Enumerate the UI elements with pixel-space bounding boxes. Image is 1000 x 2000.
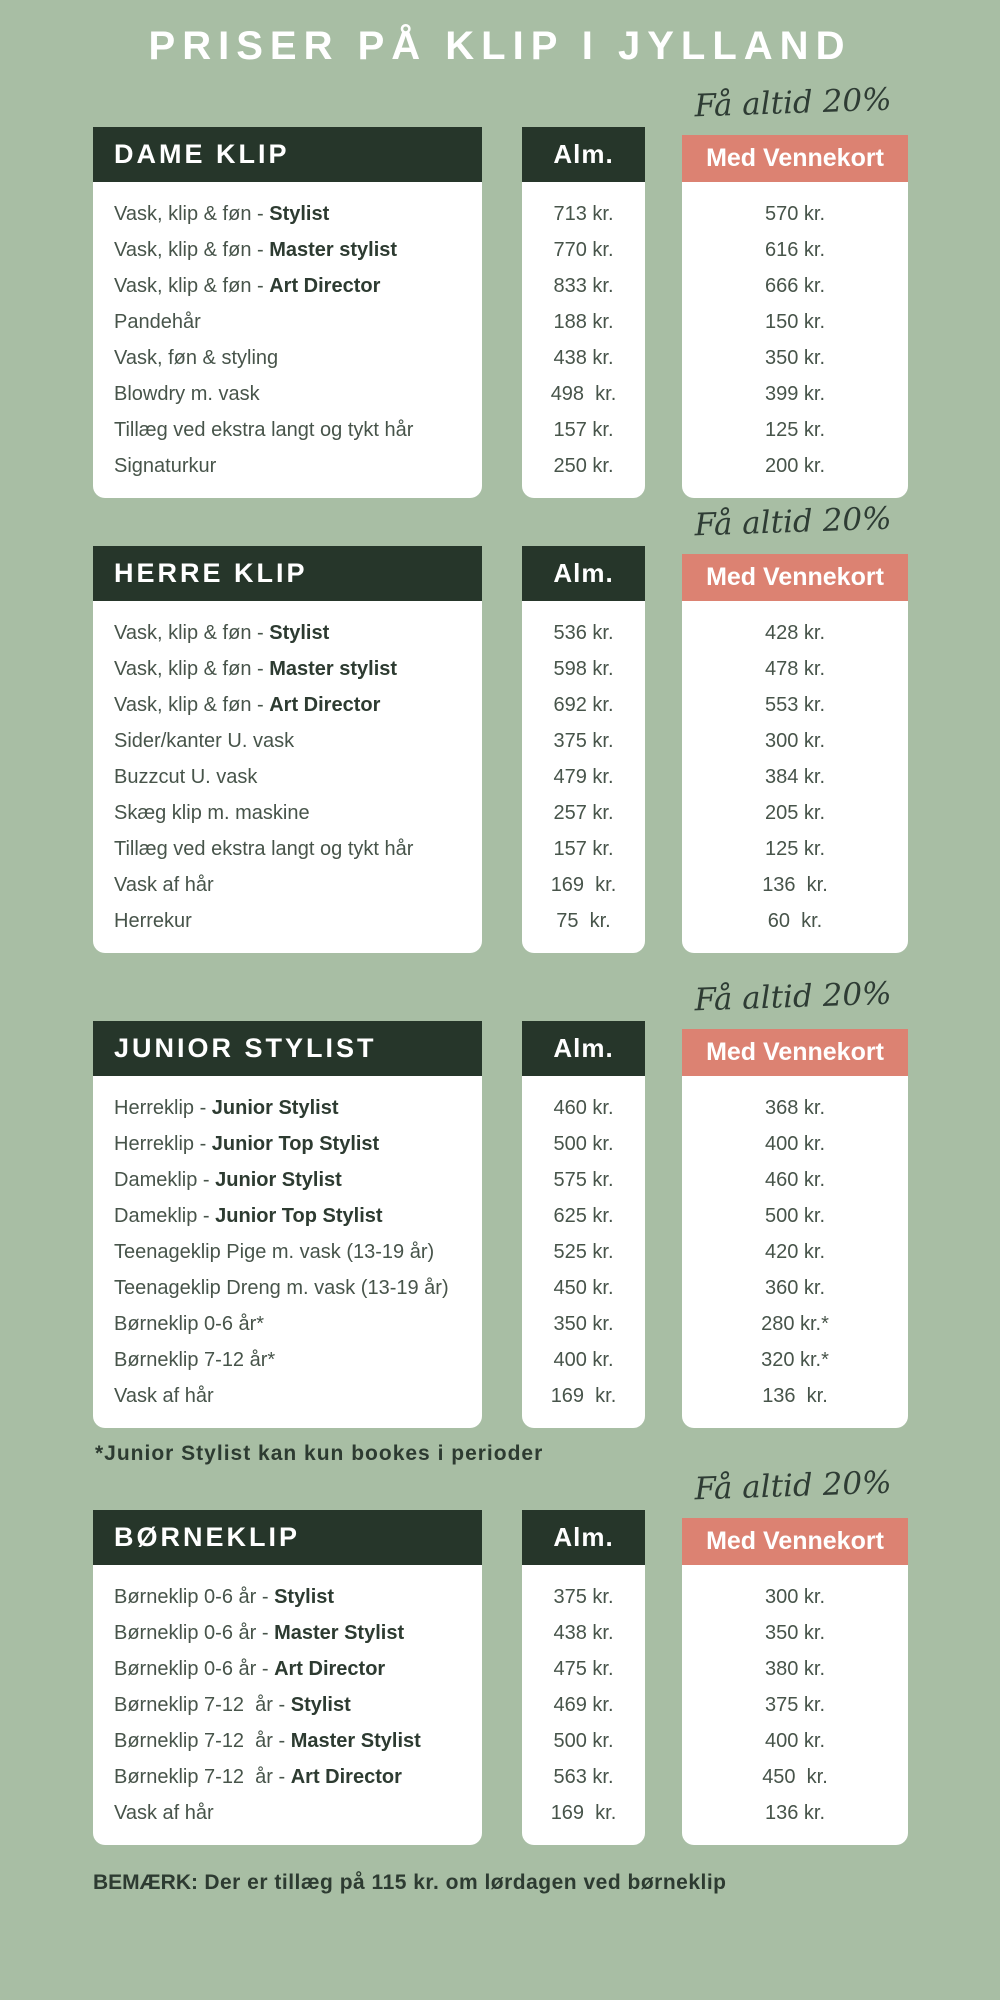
section-junior-stylist [93,977,908,1428]
service-label: Buzzcut U. vask [114,766,258,788]
price-alm: 498 kr. [550,383,617,405]
vennekort-column-header: Med Vennekort [682,554,908,601]
service-list-card [93,1076,482,1428]
price-vennekort: 420 kr. [764,1241,826,1263]
price-vennekort: 136 kr. [762,874,828,896]
price-alm: 188 kr. [553,311,614,333]
service-label: Vask, klip & føn - Master stylist [114,239,398,261]
service-label: Børneklip 0-6 år - Art Director [114,1658,386,1680]
price-alm: 169 kr. [550,1385,617,1407]
service-label: Børneklip 7-12 år* [114,1349,276,1371]
service-label: Teenageklip Dreng m. vask (13-19 år) [114,1277,449,1299]
price-alm: 500 kr. [553,1730,614,1752]
price-vennekort: 400 kr. [764,1133,826,1155]
footer-text: Der er tillæg på 115 kr. om lørdagen ved børneklip [198,1871,727,1894]
saturday-surcharge-note [93,1871,1000,1895]
service-label: Vask, føn & styling [114,347,279,369]
price-alm: 500 kr. [553,1133,614,1155]
price-alm: 625 kr. [553,1205,614,1227]
alm-price-card [522,182,645,498]
price-alm: 157 kr. [553,419,614,441]
price-vennekort: 570 kr. [764,203,826,225]
price-vennekort: 500 kr. [764,1205,826,1227]
service-label: Blowdry m. vask [114,383,260,405]
price-alm: 833 kr. [553,275,614,297]
price-vennekort: 460 kr. [764,1169,826,1191]
price-alm: 350 kr. [553,1313,614,1335]
page-title: PRISER PÅ KLIP I JYLLAND [148,24,852,68]
price-vennekort: 450 kr. [762,1766,828,1788]
price-alm: 563 kr. [553,1766,614,1788]
service-label: Dameklip - Junior Stylist [114,1169,342,1191]
section-borneklip [93,1466,908,1845]
price-alm: 169 kr. [550,1802,617,1824]
price-vennekort: 478 kr. [764,658,826,680]
vennekort-price-card [682,182,908,498]
service-list-card [93,1565,482,1845]
price-alm: 770 kr. [553,239,614,261]
price-alm: 450 kr. [553,1277,614,1299]
promo-note-handwritten: Få altid 20% [693,975,893,1019]
section-dame-klip [93,83,908,498]
service-label: Vask af hår [114,1802,214,1824]
price-alm: 460 kr. [553,1097,614,1119]
service-label: Børneklip 0-6 år - Master Stylist [114,1622,405,1644]
junior-stylist-footnote: *Junior Stylist kan kun bookes i perioder [95,1442,544,1465]
price-vennekort: 200 kr. [764,455,826,477]
price-vennekort: 150 kr. [764,311,826,333]
price-vennekort: 368 kr. [764,1097,826,1119]
price-vennekort: 616 kr. [764,239,826,261]
alm-column-header: Alm. [522,546,645,601]
price-vennekort: 350 kr. [764,1622,826,1644]
service-label: Herreklip - Junior Stylist [114,1097,339,1119]
price-vennekort: 553 kr. [764,694,826,716]
vennekort-column-header: Med Vennekort [682,1518,908,1565]
vennekort-column-header: Med Vennekort [682,1029,908,1076]
price-alm: 169 kr. [550,874,617,896]
category-header: BØRNEKLIP [93,1510,482,1565]
service-label: Tillæg ved ekstra langt og tykt hår [114,419,414,441]
service-label: Tillæg ved ekstra langt og tykt hår [114,838,414,860]
price-alm: 575 kr. [553,1169,614,1191]
alm-column-header: Alm. [522,1510,645,1565]
price-vennekort: 384 kr. [764,766,826,788]
alm-column-header: Alm. [522,1021,645,1076]
price-alm: 438 kr. [553,347,614,369]
price-vennekort: 400 kr. [764,1730,826,1752]
service-label: Skæg klip m. maskine [114,802,310,824]
price-alm: 375 kr. [553,730,614,752]
price-vennekort: 380 kr. [764,1658,826,1680]
service-label: Vask, klip & føn - Master stylist [114,658,398,680]
service-label: Vask af hår [114,874,214,896]
price-vennekort: 125 kr. [764,419,826,441]
service-label: Børneklip 7-12 år - Stylist [114,1694,351,1716]
price-vennekort: 666 kr. [764,275,826,297]
price-alm: 475 kr. [553,1658,614,1680]
service-label: Herreklip - Junior Top Stylist [114,1133,380,1155]
price-alm: 713 kr. [553,203,614,225]
service-label: Børneklip 7-12 år - Master Stylist [114,1730,421,1752]
price-vennekort: 136 kr. [764,1802,826,1824]
vennekort-price-card [682,1076,908,1428]
price-vennekort: 300 kr. [764,730,826,752]
price-alm: 438 kr. [553,1622,614,1644]
vennekort-price-card [682,1565,908,1845]
section-herre-klip [93,502,908,953]
price-alm: 257 kr. [553,802,614,824]
price-vennekort: 399 kr. [764,383,826,405]
service-label: Signaturkur [114,455,217,477]
promo-note-handwritten: Få altid 20% [693,81,893,125]
price-alm: 375 kr. [553,1586,614,1608]
alm-column-header: Alm. [522,127,645,182]
price-alm: 400 kr. [553,1349,614,1371]
price-alm: 469 kr. [553,1694,614,1716]
service-label: Vask, klip & føn - Art Director [114,694,381,716]
price-alm: 250 kr. [553,455,614,477]
price-vennekort: 428 kr. [764,622,826,644]
service-label: Sider/kanter U. vask [114,730,295,752]
price-vennekort: 300 kr. [764,1586,826,1608]
price-vennekort: 205 kr. [764,802,826,824]
service-label: Vask, klip & føn - Stylist [114,622,330,644]
price-alm: 75 kr. [556,910,611,932]
price-alm: 692 kr. [553,694,614,716]
service-label: Vask af hår [114,1385,214,1407]
promo-note-handwritten: Få altid 20% [693,500,893,544]
alm-price-card [522,601,645,953]
category-header: DAME KLIP [93,127,482,182]
price-alm: 598 kr. [553,658,614,680]
price-vennekort: 375 kr. [764,1694,826,1716]
price-vennekort: 125 kr. [764,838,826,860]
service-label: Børneklip 0-6 år* [114,1313,265,1335]
category-header: HERRE KLIP [93,546,482,601]
service-label: Teenageklip Pige m. vask (13-19 år) [114,1241,435,1263]
price-vennekort: 320 kr.* [761,1349,829,1371]
promo-note-handwritten: Få altid 20% [693,1464,893,1508]
footer-lead: BEMÆRK: [93,1871,198,1894]
price-vennekort: 280 kr.* [761,1313,829,1335]
service-list-card [93,601,482,953]
service-label: Børneklip 0-6 år - Stylist [114,1586,335,1608]
price-alm: 479 kr. [553,766,614,788]
category-header: JUNIOR STYLIST [93,1021,482,1076]
alm-price-card [522,1076,645,1428]
service-label: Herrekur [114,910,192,932]
price-vennekort: 360 kr. [764,1277,826,1299]
price-alm: 157 kr. [553,838,614,860]
price-vennekort: 350 kr. [764,347,826,369]
service-label: Vask, klip & føn - Art Director [114,275,381,297]
service-label: Pandehår [114,311,201,333]
price-vennekort: 60 kr. [767,910,823,932]
vennekort-column-header: Med Vennekort [682,135,908,182]
service-label: Børneklip 7-12 år - Art Director [114,1766,402,1788]
service-list-card [93,182,482,498]
alm-price-card [522,1565,645,1845]
vennekort-price-card [682,601,908,953]
price-alm: 525 kr. [553,1241,614,1263]
service-label: Dameklip - Junior Top Stylist [114,1205,383,1227]
price-alm: 536 kr. [553,622,614,644]
service-label: Vask, klip & føn - Stylist [114,203,330,225]
price-vennekort: 136 kr. [762,1385,828,1407]
